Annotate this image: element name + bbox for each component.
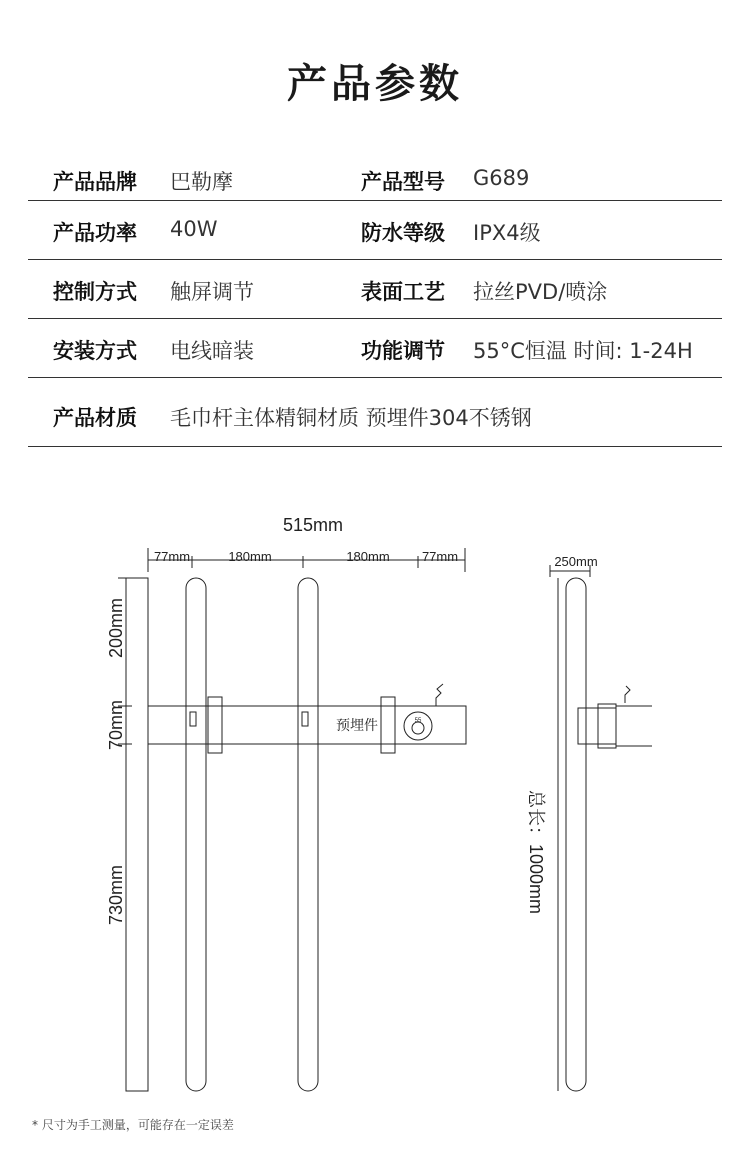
side-bracket (598, 704, 616, 748)
dim-total-length: 总长：1000mm (526, 789, 546, 915)
bracket (381, 697, 395, 753)
dim-180-left: 180mm (228, 549, 272, 564)
spec-label-function: 功能调节 (361, 339, 445, 363)
spec-label-waterproof: 防水等级 (361, 221, 445, 245)
embed-label: 预埋件 (336, 717, 378, 733)
spec-value-install: 电线暗装 (170, 339, 254, 363)
dim-200: 200mm (106, 597, 126, 659)
spec-value-brand: 巴勒摩 (170, 170, 233, 194)
clip (190, 712, 196, 726)
bracket (208, 697, 222, 753)
wire (436, 684, 443, 706)
towel-bar-left (186, 578, 206, 1091)
dim-77-right: 77mm (421, 549, 459, 564)
spec-value-waterproof: IPX4级 (473, 221, 541, 245)
spec-label-install: 安装方式 (53, 339, 137, 363)
panel-display: 55 (414, 718, 422, 724)
page-title: 产品参数 (287, 61, 463, 107)
dim-depth: 250mm (554, 554, 598, 569)
dim-70: 70mm (106, 699, 126, 751)
towel-bar-right (298, 578, 318, 1091)
spec-label-brand: 产品品牌 (53, 170, 137, 194)
dim-180-right: 180mm (346, 549, 390, 564)
spec-value-finish: 拉丝PVD/喷涂 (473, 280, 608, 304)
spec-value-control: 触屏调节 (170, 280, 254, 304)
spec-value-material: 毛巾杆主体精铜材质 预埋件304不锈钢 (170, 406, 532, 430)
dim-total-width: 515mm (282, 515, 344, 535)
spec-label-material: 产品材质 (53, 406, 137, 430)
spec-value-model: G689 (473, 166, 530, 190)
spec-label-finish: 表面工艺 (361, 280, 445, 304)
spec-label-control: 控制方式 (53, 280, 137, 304)
spec-label-model: 产品型号 (361, 170, 445, 194)
side-wire (625, 686, 630, 703)
clip (302, 712, 308, 726)
side-towel-bar (566, 578, 586, 1091)
footnote: * 尺寸为手工测量，可能存在一定误差 (32, 1118, 234, 1132)
spec-label-power: 产品功率 (53, 221, 137, 245)
spec-value-function: 55°C恒温 时间: 1-24H (473, 339, 693, 363)
side-box (578, 708, 616, 744)
dim-730: 730mm (106, 864, 126, 926)
spec-value-power: 40W (170, 217, 218, 241)
mount-bar (126, 578, 148, 1091)
dim-77-left: 77mm (153, 549, 191, 564)
control-panel (404, 712, 432, 740)
